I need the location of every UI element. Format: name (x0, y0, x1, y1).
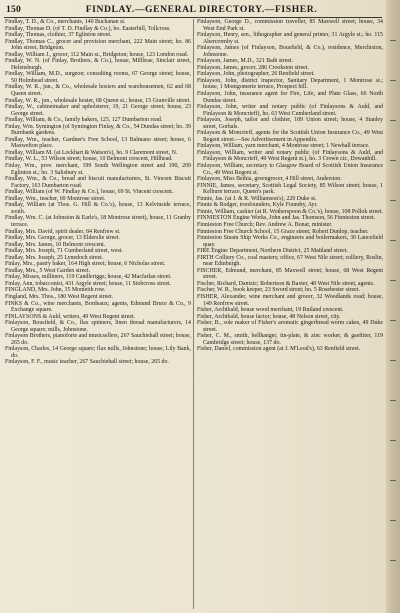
directory-entry: Findlay, William, & Co., family bakers, 125, 127 Dumbarton road. (5, 117, 163, 124)
edge-mark (390, 200, 396, 201)
directory-entry: Fischer, Richard, Dantzic; Robertson & Baxter, 48 West Nile street, agents. (197, 280, 375, 287)
edge-mark (390, 80, 396, 81)
directory-entry: Finlayson, John, photographer, 26 Renfield street. (197, 71, 315, 78)
directory-entry: Finlayson, Henry, sen., lithographer and general printer, 31 Argyle st.; ho. 115 Abercromby st. (197, 32, 383, 45)
directory-entry: Finlayson, Bousfield, & Co., flax spinners, linen thread manufacturers, 14 George square; mills, Johnstone. (5, 320, 191, 333)
directory-entry: Findlay, Wm., teacher, 69 Montrose street. (5, 195, 106, 202)
directory-entry: Finlayson, James (of Finlayson, Bousfield, & Co.), residence, Merchiston, Johnstone. (197, 45, 383, 58)
directory-entry: Findlay, W. N. (of Finlay, Brothers, & Co.), house, Millbrae, Sinclair street, Helensburgh. (5, 58, 191, 71)
directory-entry: Fingland, Mrs. Thos., 180 West Regent street. (5, 293, 114, 300)
directory-entry: Fisher, Archibald, house factor; house, 48 Nelson street, city. (197, 313, 341, 320)
directory-entry: Finlayson Brothers, pianoforte and musicsellers, 267 Sauchiehall street; house, 265 do. (5, 333, 192, 346)
directory-entry: Findlay, Thomas D. (of T. D. Findlay & Co.), ho. Easterhill, Tollcross. (5, 25, 171, 32)
directory-entry: Findlay, Mrs. Joseph, 71 Cumberland street, west. (5, 248, 123, 255)
directory-entry: Fisher, Archibald, house wood merchant, 19 Rutland crescent. (197, 307, 344, 314)
directory-entry: Findlay, William (of W. Findlay & Co.), house, 69 St. Vincent crescent. (5, 189, 174, 196)
directory-entry: Finlay, Misses, milliners, 119 Candleriggs; house, 42 Macfarlan street. (5, 274, 172, 281)
directory-entry: Finlayson & Moncrieff, agents for the Scottish Union Insurance Co., 49 West Regent street.—See Advertisement in Appendix. (197, 130, 383, 143)
directory-entry: Findlay, William M. (at Lockhart & Watson's), ho. 9 Claremont street, N. (5, 149, 178, 156)
directory-entry: Finnie & Rodger, ironfounders, Kyle Foundry, Ayr. (197, 202, 318, 209)
page-title: FINDLAY.—GENERAL DIRECTORY.—FISHER. (85, 4, 318, 15)
directory-entry: Findlay, William (at Thos. G. Hill & Co.'s), house, 13 Kelvinside terrace, south. (5, 202, 191, 215)
directory-entry: Findlay, T. D., & Co., merchants, 140 Buchanan st. (5, 19, 126, 25)
directory-entry: Finlay, Wm., prov. merchant, 199 South Wellington street and 190, 209 Eglinton st.; ho. 3 Salisbury st. (5, 163, 191, 176)
directory-entry: Finlayson, John, writer and notary public (of Finlaysons & Auld, and Finlayson & Moncrieff), ho. 63 West Cumberland street. (197, 104, 383, 117)
directory-entry: Findlay, Thomas C., grocer and provision merchant, 222 Main street; ho. 86 John street, Bridgeton. (5, 38, 191, 52)
directory-entry: Finnie, Jas. (at J. & R. Williamson's), 229 Duke st. (197, 195, 317, 202)
edge-mark (390, 320, 396, 321)
directory-entry: FINLAYSONS & Auld, writers, 49 West Regent street. (5, 313, 136, 320)
directory-entry: Finlayson, William, secretary to Glasgow Board of Scottish Union Insurance Co., 49 West Regent st. (197, 163, 383, 176)
directory-entry: Findlay, William J., grocer, 112 Main st., Bridgeton; house, 123 London road. (5, 51, 189, 58)
directory-entry: Finlay, Ann, tobacconist, 431 Argyle street; house, 11 Stobcross street. (5, 280, 172, 287)
right-column (197, 19, 383, 353)
directory-entry: FINNIE, James, secretary, Scottish Legal Society, 85 Wilson street; house, 1 Kelburn terrace, Queen's park. (197, 182, 383, 196)
directory-entry: Findlay, Mrs. George, grocer, 13 Elderslie street. (5, 235, 120, 242)
directory-entry: Finlayson, William, yarn merchant, 4 Montrose street; 1 Newhall terrace. (197, 143, 370, 150)
directory-entry: Finlayson, Miss Bethia, greengrocer, 4 Hill street, Anderston. (197, 176, 342, 183)
left-column (5, 19, 191, 366)
page-header (6, 4, 382, 17)
directory-entry: Finlayson, James, M.D., 321 Bath street. (197, 58, 294, 65)
directory-entry: Finnieston Steam Ship Works Co., engineers and boilermakers, 30 Lancefield quay. (197, 235, 383, 248)
directory-entry: Finlay, Mrs., pastry baker, 164 High street; house, 6 Nicholas street. (5, 261, 166, 268)
edge-mark (390, 400, 396, 401)
column-divider (193, 19, 194, 609)
directory-entry: Finnieston Free Church; Rev. Andrew A. Bonar, minister. (197, 221, 333, 228)
directory-entry: Findlay, Thomas, clothier, 37 Eglinton street. (5, 32, 112, 39)
edge-mark (390, 560, 396, 561)
directory-entry: Fisher, B., sole maker of Fisher's aromatic gingerbread worm cakes, 49 Duke street. (197, 320, 383, 333)
edge-mark (390, 240, 396, 241)
directory-entry: Findlay, Wm., & Co., bread and biscuit manufacturers, St. Vincent Biscuit Factory, 163 Dumbarton road. (5, 176, 191, 189)
page-number: 150 (6, 4, 21, 15)
directory-entry: Finlayson, Joseph, tailor and clothier, 109 Union street; house, 4 Stanley street, Gorbals. (197, 117, 383, 130)
directory-entry: Findlay, W. R., jun., & Co., wholesale hosiers and warehousemen, 62 and 68 Queen street. (5, 84, 191, 98)
directory-entry: FINGLAND, Mrs. John, 35 Monteith row. (5, 287, 106, 294)
directory-entry: Finlayson, F. F., music teacher, 267 Sauchiehall street; house, 265 do. (5, 359, 169, 366)
directory-entry: Finnieston Free Church School, 15 Grace street; Robert Dunlop, teacher. (197, 228, 369, 235)
edge-mark (390, 40, 396, 41)
edge-mark (390, 360, 396, 361)
directory-entry: Fischer, W. R., book keeper, 23 Sword street; ho. 5 Rosebester street. (197, 287, 360, 294)
directory-entry: FISHER, Alexander, wine merchant and grocer, 32 Woodlands road; house, 149 Renfrew street. (197, 293, 383, 307)
directory-entry: Findlay, Mrs. James, 10 Belmont crescent. (5, 241, 106, 248)
directory-entry: Finlayson, William, writer and notary public (of Finlaysons & Auld, and Finlayson & Moncrieff, 49 West Regent st.), ho. 3 Crown cir., Dowanhill. (197, 149, 383, 163)
directory-entry: Findlay, Wm., teacher, Gardner's Free School, 13 Balmano street; house, 6 Maxwelton place. (5, 136, 191, 150)
directory-entry: Findlay, Mrs. David, spirit dealer, 84 Renfrew st. (5, 228, 121, 235)
directory-entry: FIRE Engine Department, Northern District, 25 Maitland street. (197, 248, 348, 255)
edge-mark (390, 480, 396, 481)
directory-entry: FISCHER, Edmund, merchant, 85 Maxwell street; house, 68 West Regent street. (197, 267, 383, 281)
directory-entry: Finlayson, Charles, 14 George square; flax mills, Johnstone; house, Lily Bank, do. (5, 346, 191, 359)
directory-entry: FINKS & Co., wine merchants, Bordeaux; agents, Edmund Bruce & Co., 9 Exchange square. (5, 300, 191, 314)
binding-edge (386, 0, 400, 613)
directory-entry: Findlay, William, M.D., surgeon; consulting rooms, 67 George street; house, 50 Holmhead street. (5, 71, 191, 84)
edge-mark (390, 120, 396, 121)
directory-entry: Findlay, Mrs. Joseph, 25 Lynedoch street. (5, 254, 104, 261)
directory-entry: FINNIESTON Engine Works, John and Jas. Thomson, 56 Finnieston street. (197, 215, 376, 222)
directory-entry: Fisher, Daniel, commission agent (at J. M'Leod's), 63 Renfield street. (197, 346, 361, 353)
edge-mark (390, 160, 396, 161)
header-rule (4, 17, 382, 18)
directory-entry: Findlay, W., cabinetmaker and upholsterer, 19, 21 George street; house, 23 George street. (5, 104, 191, 117)
directory-entry: Findlay, W. L., 53 Wilson street; house, 10 Belmont crescent, Hillhead. (5, 156, 173, 163)
directory-entry: Finnie, William, cashier (at R. Wotherspoon & Co.'s), house, 108 Pollok street. (197, 208, 383, 215)
directory-entry: Findlay, Mrs., 5 West Garden street. (5, 267, 90, 274)
directory-entry: Finlayson, James, grocer, 286 Crookston street. (197, 64, 309, 71)
edge-mark (390, 280, 396, 281)
edge-mark (390, 520, 396, 521)
edge-mark (390, 440, 396, 441)
directory-entry: Finlay, Wm. Symington (of Symington Finlay, & Co., 54 Dundas street; ho. 39 Burnbank gardens. (5, 123, 191, 137)
directory-entry: Findlay, W. R., jun., wholesale hosier, 68 Queen st.; house, 15 Granville street. (5, 97, 191, 104)
directory-entry: Fisher, C. M., smith, bellhanger, tin-plate, & zinc worker, & gasfitter, 119 Cambridge street; house, 137 do. (197, 333, 383, 346)
directory-entry: Finlayson, George D., commission traveller, 85 Maxwell street; house, 34 West End Park st. (197, 19, 383, 32)
directory-entry: Findlay, Wm. C. (at Johnston & Earle's, 18 Montrose street), house, 11 Granby terrace. (5, 215, 191, 228)
directory-entry: Finlayson, John, insurance agent for Fire, Life, and Plate Glass, 66 North Dundas street. (197, 91, 383, 104)
directory-entry: Finlayson, John, district inspector, Sanitary Department, 1 Montrose st.; house, 1 Montgomerie terrace, Prospect hill. (197, 77, 383, 91)
directory-entry: FIRTH Colliery Co., coal masters; office, 67 West Nile street; colliery, Roslin, near Edinburgh. (197, 254, 383, 268)
